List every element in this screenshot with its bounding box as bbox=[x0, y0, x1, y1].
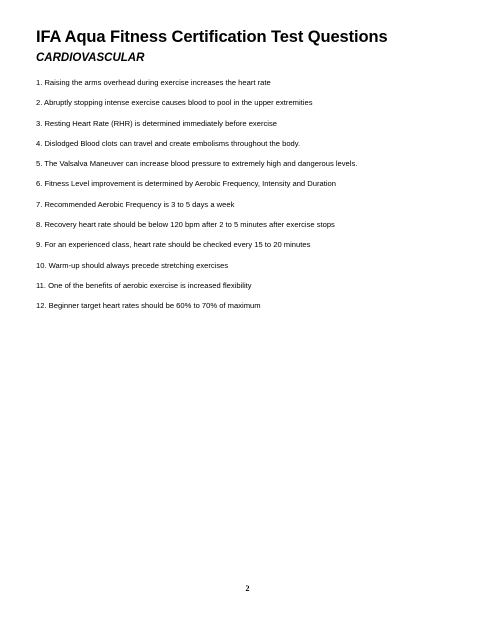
question-item: 2. Abruptly stopping intense exercise causes blood to pool in the upper extremities bbox=[36, 98, 313, 108]
question-item: 7. Recommended Aerobic Frequency is 3 to 5 days a week bbox=[36, 199, 235, 209]
question-item: 12. Beginner target heart rates should be 60% to 70% of maximum bbox=[36, 301, 261, 311]
question-item: 9. For an experienced class, heart rate should be checked every 15 to 20 minutes bbox=[36, 240, 311, 250]
question-item: 10. Warm-up should always precede stretching exercises bbox=[36, 260, 229, 270]
question-item: 1. Raising the arms overhead during exercise increases the heart rate bbox=[36, 78, 271, 87]
question-item: 4. Dislodged Blood clots can travel and create embolisms throughout the body. bbox=[36, 138, 301, 148]
question-list bbox=[36, 78, 357, 322]
section-heading: CARDIOVASCULAR bbox=[36, 52, 145, 64]
question-item: 3. Resting Heart Rate (RHR) is determined immediately before exercise bbox=[36, 118, 277, 128]
question-item: 8. Recovery heart rate should be below 120 bpm after 2 to 5 minutes after exercise stops bbox=[36, 220, 335, 230]
page-number: 2 bbox=[245, 584, 250, 593]
document-title: IFA Aqua Fitness Certification Test Questions bbox=[36, 28, 388, 46]
question-item: 11. One of the benefits of aerobic exercise is increased flexibility bbox=[36, 280, 252, 290]
question-item: 5. The Valsalva Maneuver can increase blood pressure to extremely high and dangerous levels. bbox=[36, 159, 358, 169]
question-item: 6. Fitness Level improvement is determined by Aerobic Frequency, Intensity and Duration bbox=[36, 179, 336, 189]
